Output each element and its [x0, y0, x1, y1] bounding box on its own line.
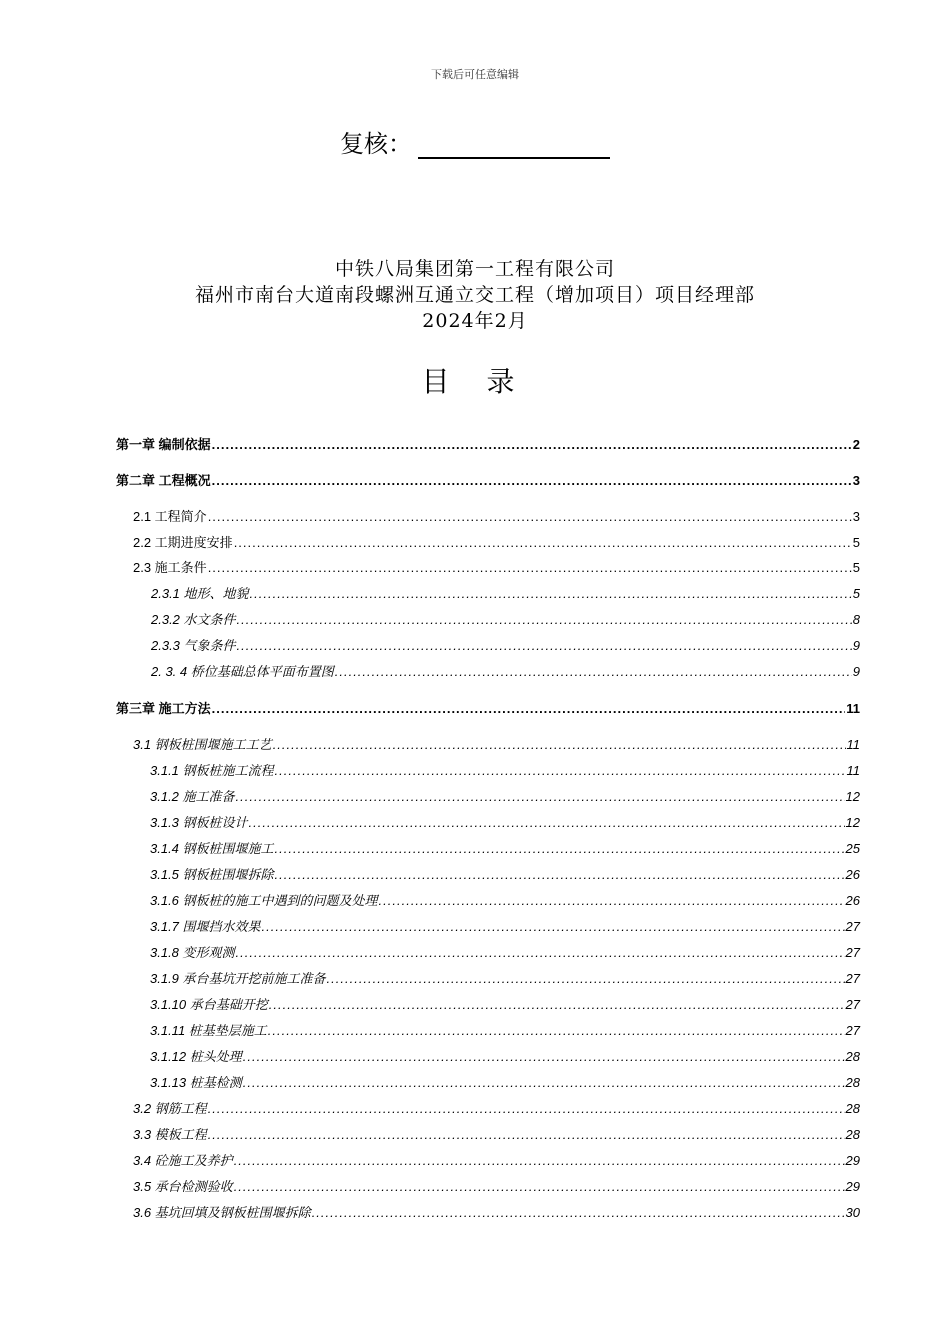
toc-entry[interactable]: 3.1.13 桩基检测 ..... 28: [150, 1072, 860, 1092]
toc-entry[interactable]: 3.4 砼施工及养护 ..... 29: [133, 1150, 860, 1170]
toc-entry[interactable]: 3.1.12 桩头处理 ..... 28: [150, 1046, 860, 1066]
toc-entry[interactable]: 3.6 基坑回填及钢板桩围堰拆除 ..... 30: [133, 1202, 860, 1222]
toc-entry[interactable]: 3.1.11 桩基垫层施工 ..... 27: [150, 1020, 860, 1040]
toc-entry[interactable]: 3.1.2 施工准备 ..... 12: [150, 786, 860, 806]
toc-entry[interactable]: 2.1 工程简介 ..... 3: [133, 506, 860, 526]
toc-entry[interactable]: 3.3 模板工程 ..... 28: [133, 1124, 860, 1144]
toc-entry[interactable]: 3.1.7 围堰挡水效果 ..... 27: [150, 916, 860, 936]
toc-entry[interactable]: 第三章 施工方法 ..... 11: [116, 698, 860, 718]
company-name: 中铁八局集团第一工程有限公司: [334, 258, 615, 280]
toc-entry[interactable]: 3.1 钢板桩围堰施工工艺 ..... 11: [133, 734, 860, 754]
toc-entry[interactable]: 3.1.4 钢板桩围堰施工 ..... 25: [150, 838, 860, 858]
toc-entry[interactable]: 3.1.1 钢板桩施工流程 ..... 11: [150, 760, 860, 780]
toc-entry[interactable]: 3.1.8 变形观测 ..... 27: [150, 942, 860, 962]
toc-entry[interactable]: 3.1.10 承台基础开挖 ..... 27: [150, 994, 860, 1014]
toc-title: 目 录: [421, 365, 529, 398]
toc-entry[interactable]: 2. 3. 4 桥位基础总体平面布置图 ..... 9: [151, 661, 860, 681]
toc-entry[interactable]: 2.3.2 水文条件 ..... 8: [151, 609, 860, 629]
toc-entry[interactable]: 2.3 施工条件 ..... 5: [133, 557, 860, 577]
toc-entry[interactable]: 3.1.9 承台基坑开挖前施工准备 ..... 27: [150, 968, 860, 988]
toc-entry[interactable]: 3.1.5 钢板桩围堰拆除 ..... 26: [150, 864, 860, 884]
document-date: 2024年2月: [422, 310, 528, 332]
toc-entry[interactable]: 2.3.3 气象条件 ..... 9: [151, 635, 860, 655]
toc-entry[interactable]: 第一章 编制依据 ..... 2: [116, 434, 860, 454]
toc-entry[interactable]: 2.3.1 地形、地貌 ..... 5: [151, 583, 860, 603]
toc-entry[interactable]: 3.1.6 钢板桩的施工中遇到的问题及处理 ..... 26: [150, 890, 860, 910]
organization-block: [0, 256, 950, 334]
toc-entry[interactable]: 2.2 工期进度安排 ..... 5: [133, 532, 860, 552]
toc-entry[interactable]: 3.1.3 钢板桩设计 ..... 12: [150, 812, 860, 832]
review-label: 复核：: [340, 130, 412, 158]
toc-entry[interactable]: 第二章 工程概况 ..... 3: [116, 470, 860, 490]
toc-entry[interactable]: 3.5 承台检测验收 ..... 29: [133, 1176, 860, 1196]
signature-underline: [418, 131, 610, 159]
review-signature-line: [0, 124, 950, 159]
page-header-note: 下载后可任意编辑: [431, 68, 519, 81]
project-department: 福州市南台大道南段螺洲互通立交工程（增加项目）项目经理部: [194, 284, 755, 306]
toc-entry[interactable]: 3.2 钢筋工程 ..... 28: [133, 1098, 860, 1118]
